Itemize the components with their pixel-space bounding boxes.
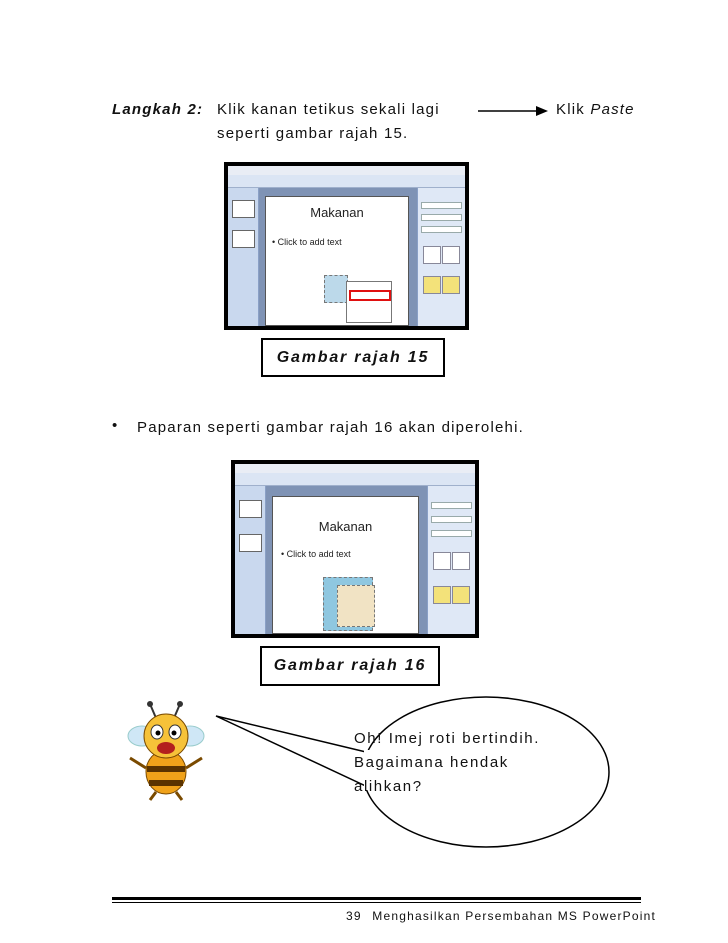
figure15-screenshot — [224, 162, 469, 330]
page-number: 39 — [346, 909, 362, 923]
search-in-select — [421, 214, 462, 221]
clip-art-pane — [417, 188, 465, 326]
step-instruction-line2: seperti gambar rajah 15. — [217, 125, 409, 142]
slide-bullet: • Click to add text — [272, 237, 342, 247]
clipart-result — [423, 246, 441, 264]
figure16-caption: Gambar rajah 16 — [260, 646, 440, 686]
result-paste-word: Paste — [590, 101, 635, 118]
figure16-screenshot — [231, 460, 479, 638]
slide-thumbnail — [232, 200, 255, 218]
speech-line2: Bagaimana hendak — [354, 754, 509, 771]
step-label: Langkah 2: — [112, 101, 204, 118]
footer-rule-thin — [112, 902, 641, 903]
clipart-result — [433, 586, 451, 604]
context-menu — [346, 281, 392, 323]
slides-panel — [235, 486, 266, 634]
search-in-select — [431, 516, 472, 523]
slide-canvas — [259, 188, 417, 326]
speech-text — [354, 727, 540, 799]
results-type-select — [431, 530, 472, 537]
bullet-icon: • — [112, 417, 118, 434]
speech-line3: alihkan? — [354, 778, 423, 795]
clipart-result — [442, 276, 460, 294]
figure15-caption: Gambar rajah 15 — [261, 338, 445, 377]
bee-mascot-icon — [120, 700, 210, 805]
step-instruction-line1: Klik kanan tetikus sekali lagi — [217, 101, 440, 118]
clipart-result — [452, 586, 470, 604]
footer — [346, 909, 656, 923]
slide-title: Makanan — [310, 205, 364, 220]
paste-highlight — [349, 290, 391, 301]
clipart-result — [452, 552, 470, 570]
clipart-result — [423, 276, 441, 294]
clipart-image — [324, 275, 348, 303]
slides-panel — [228, 188, 259, 326]
search-input — [431, 502, 472, 509]
slide-thumbnail — [239, 500, 262, 518]
speech-line1: Oh! Imej roti bertindih. — [354, 730, 540, 747]
clipart-result — [442, 246, 460, 264]
slide-title: Makanan — [318, 519, 373, 534]
clip-art-pane — [427, 486, 475, 634]
clipart-image-overlap — [337, 585, 375, 627]
slide-thumbnail — [239, 534, 262, 552]
slide-bullet: • Click to add text — [281, 549, 351, 559]
clipart-result — [433, 552, 451, 570]
footer-title: Menghasilkan Persembahan MS PowerPoint — [372, 909, 657, 923]
toolbar — [228, 175, 465, 188]
bullet-text: Paparan seperti gambar rajah 16 akan diperolehi. — [137, 419, 524, 436]
arrow-right-icon — [478, 104, 550, 118]
result-prefix: Klik — [556, 101, 585, 118]
toolbar — [235, 473, 475, 486]
results-type-select — [421, 226, 462, 233]
slide — [265, 196, 409, 326]
step-result — [556, 101, 635, 118]
search-input — [421, 202, 462, 209]
slide — [272, 496, 419, 634]
slide-thumbnail — [232, 230, 255, 248]
slide-canvas — [266, 486, 427, 634]
footer-rule — [112, 897, 641, 900]
